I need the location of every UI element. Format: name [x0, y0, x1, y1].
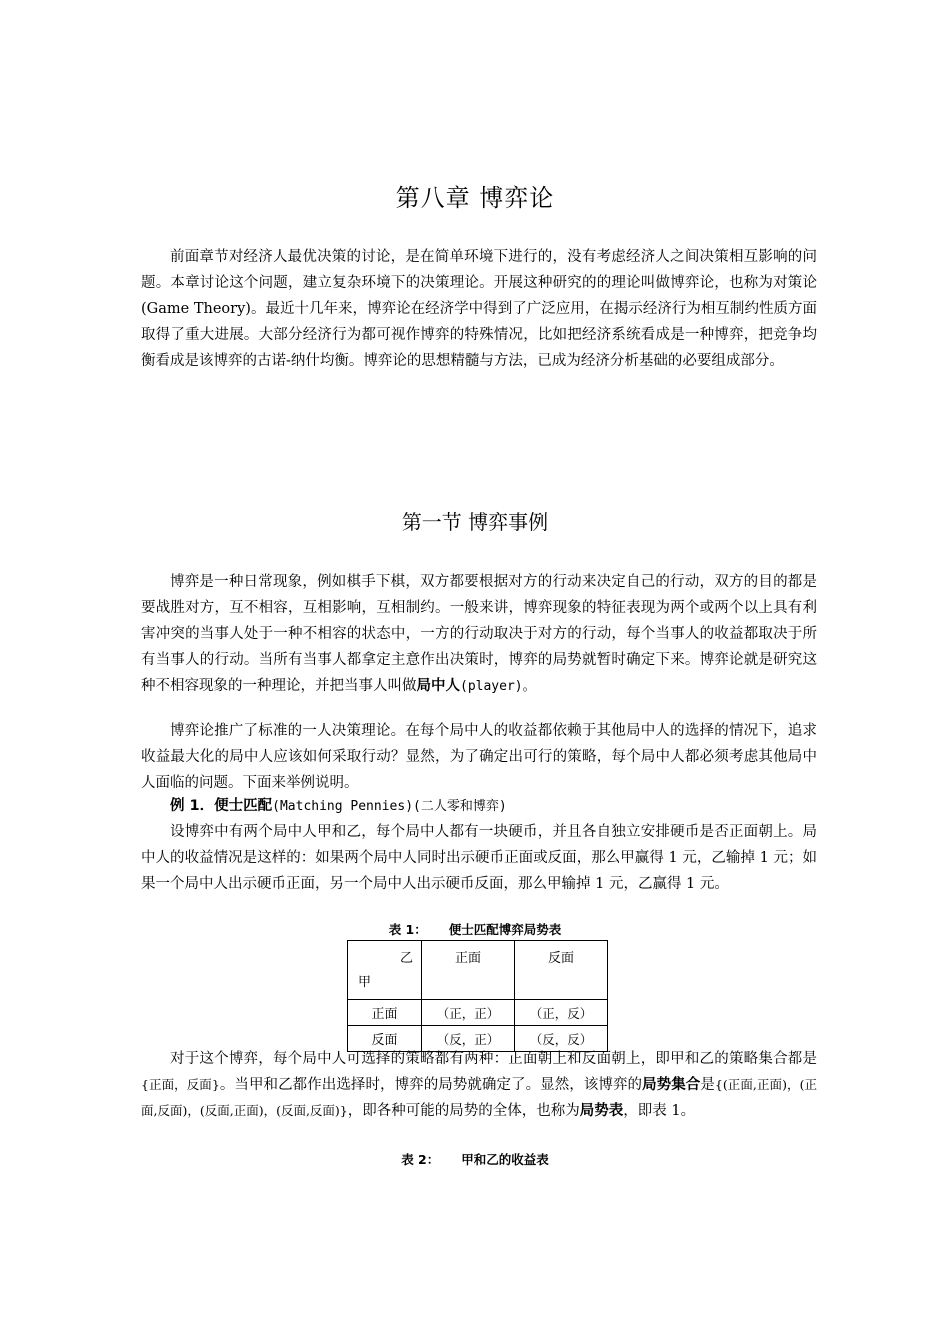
- col-head-tails: 反面: [515, 941, 608, 1000]
- row-head-tails: 反面: [348, 1026, 422, 1052]
- term-player: 局中人: [416, 678, 460, 694]
- intro-paragraph: 前面章节对经济人最优决策的讨论，是在简单环境下进行的，没有考虑经济人之间决策相互影响的问题。本章讨论这个问题，建立复杂环境下的决策理论。开展这种研究的的理论叫做博弈论，也称为对策论(Game Theory)。最近十几年来，博弈论在经济学中得到了广泛应用，在揭示经济行为相互制约性质方面取得了重大进展。大部分经济行为都可视作博弈的特殊情况，比如把经济系统看成是一种博弈，把竞争均衡看成是该博弈的古诺-纳什均衡。博弈论的思想精髓与方法，已成为经济分析基础的必要组成部分。: [141, 249, 817, 369]
- strategy-set: {正面，反面}: [141, 1077, 220, 1092]
- chapter-title: 第八章 博弈论: [395, 184, 555, 212]
- table-cell: （反，正）: [422, 1026, 515, 1052]
- table1-caption: [0, 920, 950, 938]
- col-head-heads: 正面: [422, 941, 515, 1000]
- table2-caption: [0, 1150, 950, 1168]
- paragraph-text: ，即各种可能的局势的全体，也称为: [347, 1103, 580, 1119]
- term-situation-set: 局势集合: [642, 1077, 701, 1093]
- corner-player-jia: 甲: [358, 975, 372, 990]
- paragraph-text-player: (player)。: [460, 679, 536, 694]
- section-title: 第一节 博弈事例: [401, 510, 549, 534]
- paragraph-text: ，即表 1。: [623, 1103, 696, 1119]
- table-row: [348, 1000, 608, 1026]
- example-label: 例 1．便士匹配: [170, 798, 273, 814]
- paragraph-game-definition: [141, 569, 817, 700]
- row-head-heads: 正面: [348, 1000, 422, 1026]
- paragraph-example-rules: 设博弈中有两个局中人甲和乙，每个局中人都有一块硬币，并且各自独立安排硬币是否正面朝上。局中人的收益情况是这样的：如果两个局中人同时出示硬币正面或反面，那么甲赢得 1 元，乙输掉 1 元；如果一个局中人出示硬币正面，另一个局中人出示硬币反面，那么甲输掉 1 元，乙赢得 1 元。: [141, 824, 817, 892]
- paragraph-text: 博弈是一种日常现象，例如棋手下棋，双方都要根据对方的行动来决定自己的行动，双方的目的都是要战胜对方，互不相容，互相影响，互相制约。一般来讲，博弈现象的特征表现为两个或两个以上具有利害冲突的当事人处于一种不相容的状态中，一方的行动取决于对方的行动，每个当事人的收益都取决于所有当事人的行动。当所有当事人都拿定主意作出决策时，博弈的局势就暂时确定下来。博弈论就是研究这种不相容现象的一种理论，并把当事人叫做: [141, 574, 817, 694]
- paragraph-text: 对于这个博弈，每个局中人可选择的策略都有两种：正面朝上和反面朝上，即甲和乙的策略集合都是: [170, 1051, 817, 1067]
- situation-set: {(正面,正面)，(正面,反面)，(反面,正面)，(反面,反面)}: [141, 1077, 818, 1118]
- paragraph-text: 是: [700, 1077, 715, 1093]
- table-corner-cell: [348, 941, 422, 1000]
- example-subtitle: (Matching Pennies)(二人零和博弈): [272, 799, 507, 814]
- table1-caption-number: 表 1：: [388, 922, 427, 937]
- table-cell: （正，反）: [515, 1000, 608, 1026]
- table2-caption-text: 甲和乙的收益表: [461, 1152, 549, 1167]
- table-cell: （正，正）: [422, 1000, 515, 1026]
- table-header-row: [348, 941, 608, 1000]
- paragraph-text: 。当甲和乙都作出选择时，博弈的局势就确定了。显然，该博弈的: [219, 1077, 643, 1093]
- example-heading: [141, 793, 817, 820]
- paragraph-strategy-sets: [141, 1046, 817, 1124]
- matching-pennies-table: [347, 940, 608, 1052]
- corner-player-yi: 乙: [399, 951, 413, 966]
- table-cell: （反，反）: [515, 1026, 608, 1052]
- table2-caption-number: 表 2：: [401, 1152, 440, 1167]
- table1-caption-text: 便士匹配博弈局势表: [448, 922, 562, 937]
- term-situation-table: 局势表: [579, 1103, 624, 1119]
- paragraph-decision-theory: 博弈论推广了标准的一人决策理论。在每个局中人的收益都依赖于其他局中人的选择的情况下，追求收益最大化的局中人应该如何采取行动？显然，为了确定出可行的策略，每个局中人都必须考虑其他局中人面临的问题。下面来举例说明。: [141, 723, 817, 791]
